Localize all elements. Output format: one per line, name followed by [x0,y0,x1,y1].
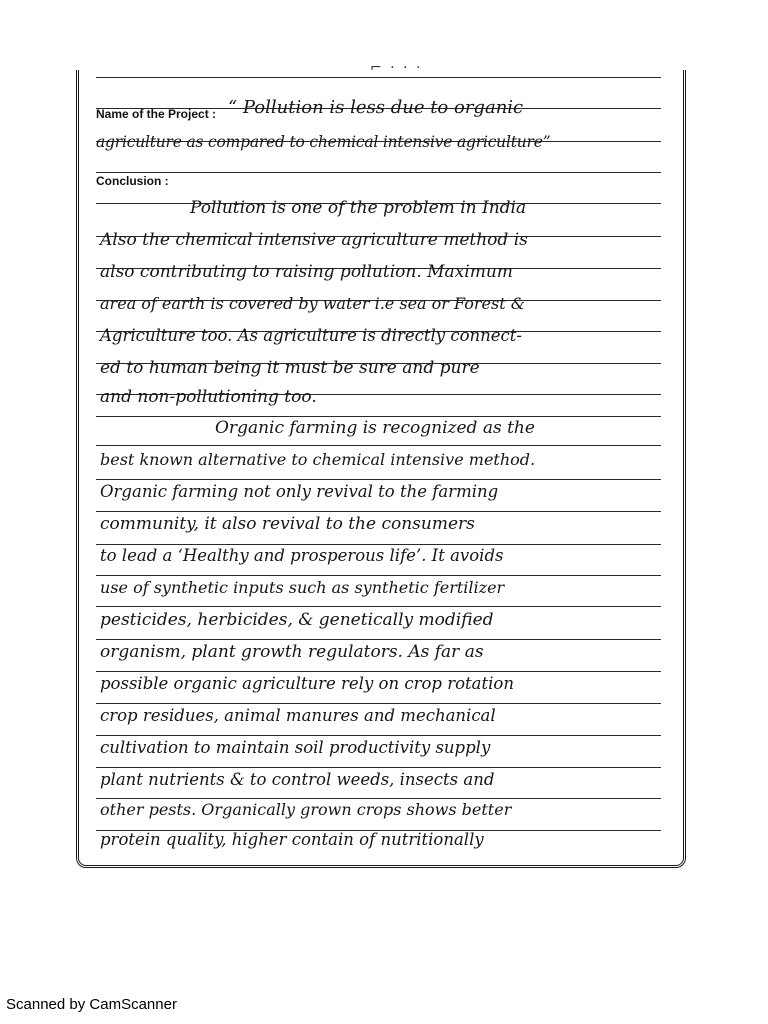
conclusion-line: Pollution is one of the problem in India [190,198,527,218]
conclusion-line: plant nutrients & to control weeds, insects and [100,770,495,789]
ruled-line [96,671,661,672]
conclusion-line: Agriculture too. As agriculture is directly connect- [100,326,522,345]
conclusion-line: best known alternative to chemical intensive method. [100,450,536,469]
ruled-line [96,544,661,545]
conclusion-line: Organic farming is recognized as the [215,418,535,438]
conclusion-line: possible organic agriculture rely on crop rotation [100,674,514,693]
ruled-line [96,606,661,607]
ruled-line [96,416,661,417]
conclusion-label: Conclusion : [96,174,169,188]
conclusion-line: and non-pollutioning too. [100,387,317,407]
conclusion-line: crop residues, animal manures and mechanical [100,706,496,725]
conclusion-line: to lead a ‘Healthy and prosperous life’. It avoids [100,546,504,565]
conclusion-line: other pests. Organically grown crops shows better [100,800,512,819]
project-title-line: agriculture as compared to chemical intensive agriculture” [96,133,551,151]
ruled-line [96,77,661,78]
ruled-line [96,767,661,768]
ruled-line [96,703,661,704]
cut-off-handwriting: ⌐ · · · [370,60,423,76]
ruled-line [96,735,661,736]
ruled-line [96,575,661,576]
conclusion-line: pesticides, herbicides, & genetically modified [100,610,494,630]
conclusion-line: organism, plant growth regulators. As far as [100,642,484,662]
ruled-line [96,511,661,512]
conclusion-line: Also the chemical intensive agriculture method is [100,230,528,250]
ruled-line [96,445,661,446]
ruled-line [96,172,661,173]
ruled-line [96,479,661,480]
conclusion-line: community, it also revival to the consumers [100,514,475,534]
conclusion-line: area of earth is covered by water i.e sea or Forest & [100,294,525,313]
scanner-watermark: Scanned by CamScanner [6,996,177,1013]
conclusion-line: ed to human being it must be sure and pure [100,358,480,378]
conclusion-line: cultivation to maintain soil productivity supply [100,738,491,757]
conclusion-line: use of synthetic inputs such as synthetic fertilizer [100,578,505,597]
project-label: Name of the Project : [96,107,217,121]
project-title-line: “ Pollution is less due to organic [228,97,524,118]
ruled-line [96,798,661,799]
conclusion-line: Organic farming not only revival to the farming [100,482,499,501]
ruled-line [96,639,661,640]
conclusion-line: also contributing to raising pollution. Maximum [100,262,513,282]
conclusion-line: protein quality, higher contain of nutritionally [100,830,484,849]
